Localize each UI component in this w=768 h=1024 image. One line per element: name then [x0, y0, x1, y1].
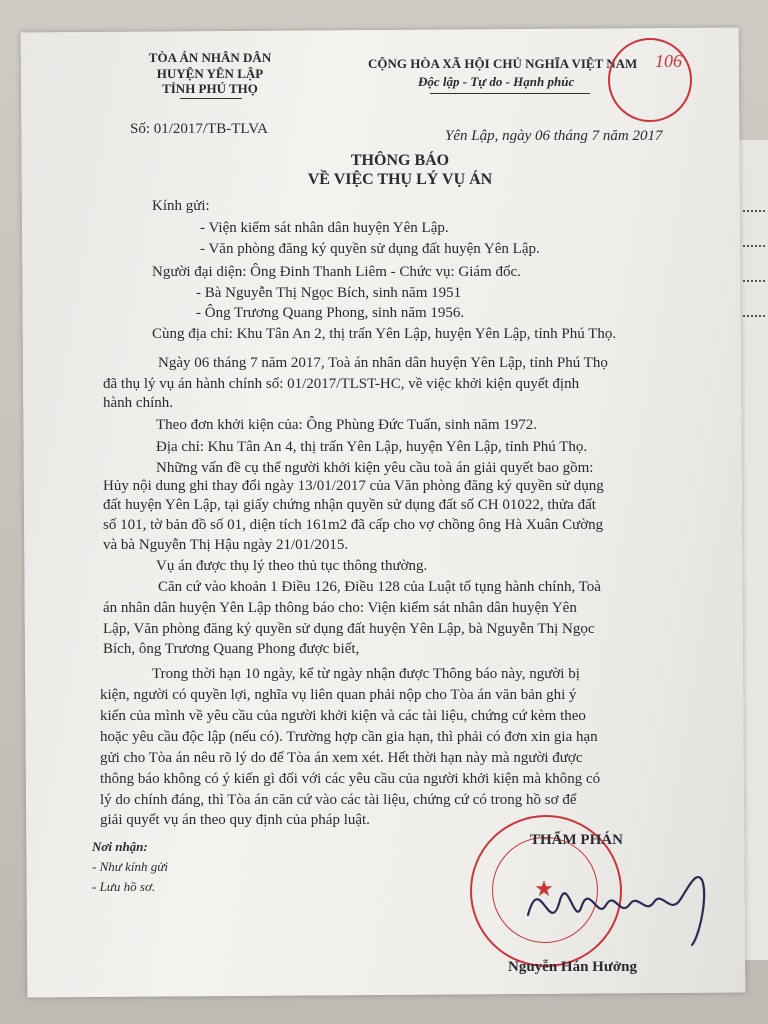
body-line: Trong thời hạn 10 ngày, kể từ ngày nhận được Thông báo này, người bị: [152, 666, 580, 682]
body-line: đã thụ lý vụ án hành chính số: 01/2017/TLST-HC, về việc khởi kiện quyết định: [103, 376, 580, 392]
recipient-item: - Lưu hồ sơ.: [92, 879, 156, 894]
recipient-item: - Như kính gửi: [92, 859, 168, 874]
body-line: kiến của mình về yêu cầu của người khởi kiện và các tài liệu, chứng cứ kèm theo: [100, 708, 586, 724]
handwritten-signature: [520, 860, 720, 950]
body-line: kiện, người có quyền lợi, nghĩa vụ liên quan phải nộp cho Tòa án văn bản ghi ý: [100, 687, 577, 703]
body-line: - Bà Nguyễn Thị Ngọc Bích, sinh năm 1951: [196, 285, 462, 301]
court-name: TÒA ÁN NHÂN DÂN: [148, 50, 272, 65]
court-province: TỈNH PHÚ THỌ: [162, 81, 258, 96]
body-line: - Viện kiểm sát nhân dân huyện Yên Lập.: [200, 220, 449, 236]
body-line: Kính gửi:: [152, 198, 210, 214]
title-line-2: VỀ VIỆC THỤ LÝ VỤ ÁN: [307, 171, 493, 188]
body-line: Địa chỉ: Khu Tân An 4, thị trấn Yên Lập, huyện Yên Lập, tỉnh Phú Thọ.: [156, 439, 588, 455]
body-line: hoặc yêu cầu độc lập (nếu có). Trường hợp cần gia hạn, thì phải có đơn xin gia hạn: [100, 729, 598, 745]
body-line: Căn cứ vào khoản 1 Điều 126, Điều 128 của Luật tố tụng hành chính, Toà: [158, 579, 601, 595]
body-line: Hủy nội dung ghi thay đổi ngày 13/01/2017 của Văn phòng đăng ký quyền sử dụng: [103, 478, 604, 494]
body-line: lý do chính đáng, thì Tòa án căn cứ vào các tài liệu, chứng cứ có trong hồ sơ để: [100, 792, 577, 808]
body-line: Bích, ông Trương Quang Phong được biết,: [103, 641, 360, 657]
handwritten-number: 106: [655, 51, 682, 71]
body-line: thông báo không có ý kiến gì đối với các yêu cầu của người khởi kiện mà không có: [100, 771, 601, 787]
signer-name: Nguyễn Hán Hưởng: [508, 959, 638, 975]
body-line: Người đại diện: Ông Đinh Thanh Liêm - Chức vụ: Giám đốc.: [152, 264, 521, 280]
signer-role: THẨM PHÁN: [530, 832, 623, 848]
body-line: - Văn phòng đăng ký quyền sử dụng đất huyện Yên Lập.: [200, 241, 540, 257]
body-line: Ngày 06 tháng 7 năm 2017, Toà án nhân dân huyện Yên Lập, tỉnh Phú Thọ: [158, 355, 608, 371]
body-line: đất huyện Yên Lập, tại giấy chứng nhận quyền sử dụng đất số CH 01022, thửa đất: [103, 497, 596, 513]
body-line: Vụ án được thụ lý theo thủ tục thông thường.: [156, 558, 428, 574]
body-line: Theo đơn khởi kiện của: Ông Phùng Đức Tuấn, sinh năm 1972.: [156, 417, 538, 433]
dotted-line: [743, 210, 765, 212]
body-line: Cùng địa chỉ: Khu Tân An 2, thị trấn Yên Lập, huyện Yên Lập, tỉnh Phú Thọ.: [152, 326, 617, 342]
dotted-line: [743, 280, 765, 282]
place-date: Yên Lập, ngày 06 tháng 7 năm 2017: [445, 128, 663, 144]
body-line: gửi cho Tòa án nêu rõ lý do để Tòa án xem xét. Hết thời hạn này mà người được: [100, 750, 583, 766]
republic-title: CỘNG HÒA XÃ HỘI CHỦ NGHĨA VIỆT NAM: [368, 56, 638, 71]
body-line: hành chính.: [103, 395, 173, 411]
motto-underline: [430, 93, 590, 94]
body-line: - Ông Trương Quang Phong, sinh năm 1956.: [196, 305, 465, 321]
recipients-heading: Nơi nhận:: [92, 839, 148, 854]
dotted-line: [743, 245, 765, 247]
body-line: Lập, Văn phòng đăng ký quyền sử dụng đất huyện Yên Lập, bà Nguyễn Thị Ngọc: [103, 621, 595, 637]
dotted-line: [743, 315, 765, 317]
star-icon: ★: [534, 876, 554, 901]
body-line: Những vấn đề cụ thể người khởi kiện yêu cầu toà án giải quyết bao gồm:: [156, 460, 594, 476]
court-district: HUYỆN YÊN LẬP: [156, 66, 264, 81]
body-line: và bà Nguyễn Thị Hậu ngày 21/01/2015.: [103, 537, 349, 553]
body-line: giải quyết vụ án theo quy định của pháp luật.: [100, 812, 370, 828]
body-line: án nhân dân huyện Yên Lập thông báo cho: Viện kiểm sát nhân dân huyện Yên: [103, 600, 577, 616]
title-line-1: THÔNG BÁO: [350, 152, 450, 169]
header-underline: [180, 98, 242, 99]
motto: Độc lập - Tự do - Hạnh phúc: [418, 74, 575, 89]
document-number: Số: 01/2017/TB-TLVA: [130, 121, 268, 137]
body-line: số 101, tờ bản đồ số 01, diện tích 161m2 đã cấp cho vợ chồng ông Hà Xuân Cường: [103, 517, 604, 533]
